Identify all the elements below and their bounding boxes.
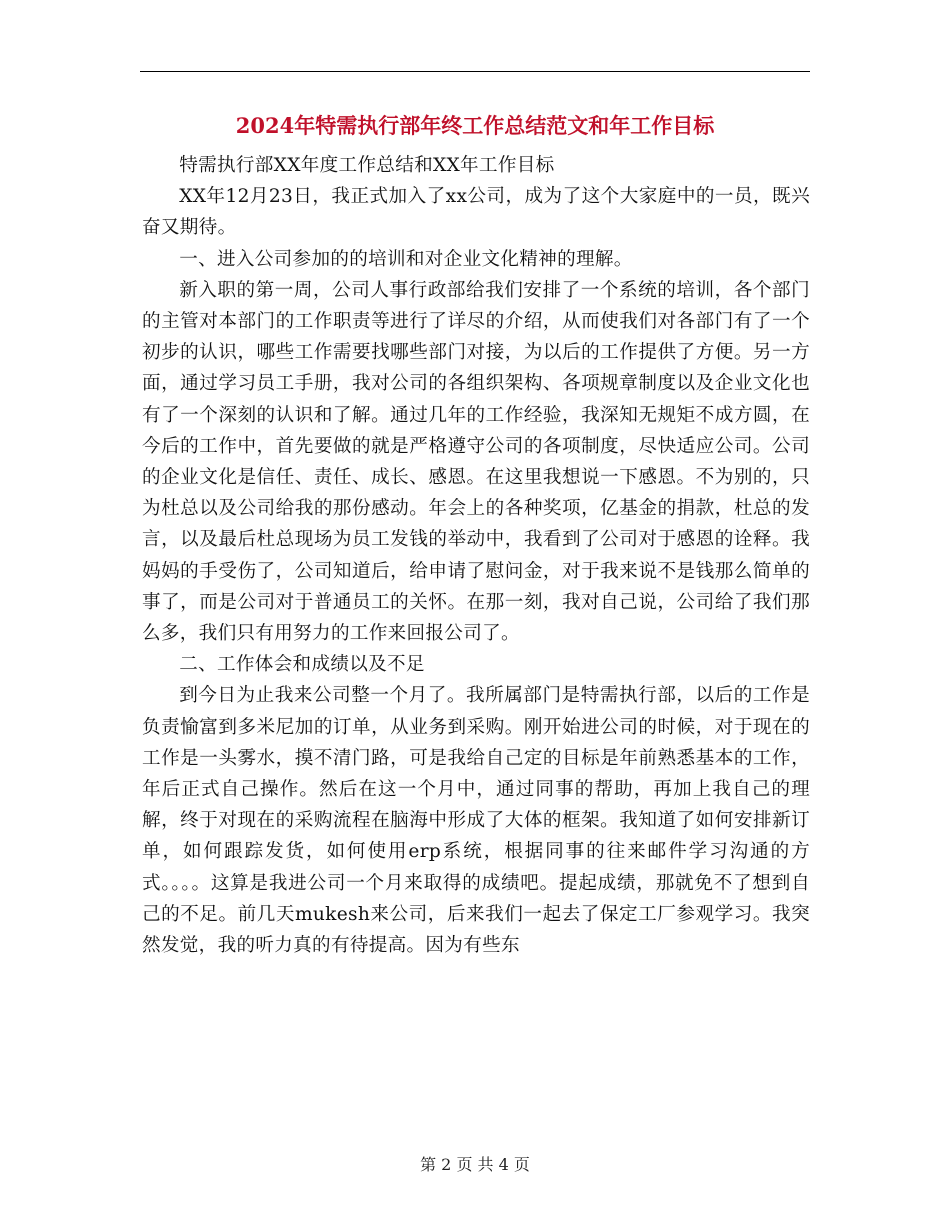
paragraph-intro: XX年12月23日，我正式加入了xx公司，成为了这个大家庭中的一员，既兴奋又期待。 <box>142 186 810 239</box>
page-footer: 第 2 页 共 4 页 <box>420 1155 530 1174</box>
header-rule <box>140 71 810 72</box>
section-heading-2: 二、工作体会和成绩以及不足 <box>179 654 425 676</box>
section-heading-1: 一、进入公司参加的的培训和对企业文化精神的理解。 <box>179 248 633 270</box>
document-body <box>142 150 810 961</box>
paragraph-subtitle: 特需执行部XX年度工作总结和XX年工作目标 <box>179 155 555 176</box>
paragraph-experience: 到今日为止我来公司整一个月了。我所属部门是特需执行部，以后的工作是负责愉富到多米尼加的订单，从业务到采购。刚开始进公司的时候，对于现在的工作是一头雾水，摸不清门路，可是我给自己定的目标是年前熟悉基本的工作，年后正式自己操作。然后在这一个月中，通过同事的帮助，再加上我自己的理解，终于对现在的采购流程在脑海中形成了大体的框架。我知道了如何安排新订单，如何跟踪发货，如何使用erp系统，根据同事的往来邮件学习沟通的方式。。。。这算是我进公司一个月来取得的成绩吧。提起成绩，那就免不了想到自己的不足。前几天mukesh来公司，后来我们一起去了保定工厂参观学习。我突然发觉，我的听力真的有待提高。因为有些东 <box>142 685 810 957</box>
paragraph-training: 新入职的第一周，公司人事行政部给我们安排了一个系统的培训，各个部门的主管对本部门的工作职责等进行了详尽的介绍，从而使我们对各部门有了一个初步的认识，哪些工作需要找哪些部门对接，为以后的工作提供了方便。另一方面，通过学习员工手册，我对公司的各组织架构、各项规章制度以及企业文化也有了一个深刻的认识和了解。通过几年的工作经验，我深知无规矩不成方圆，在今后的工作中，首先要做的就是严格遵守公司的各项制度，尽快适应公司。公司的企业文化是信任、责任、成长、感恩。在这里我想说一下感恩。不为别的，只为杜总以及公司给我的那份感动。年会上的各种奖项，亿基金的捐款，杜总的发言，以及最后杜总现场为员工发钱的举动中，我看到了公司对于感恩的诠释。我妈妈的手受伤了，公司知道后，给申请了慰问金，对于我来说不是钱那么简单的事了，而是公司对于普通员工的关怀。在那一刻，我对自己说，公司给了我们那么多，我们只有用努力的工作来回报公司了。 <box>142 279 810 645</box>
document-title: 2024年特需执行部年终工作总结范文和年工作目标 <box>235 113 715 138</box>
